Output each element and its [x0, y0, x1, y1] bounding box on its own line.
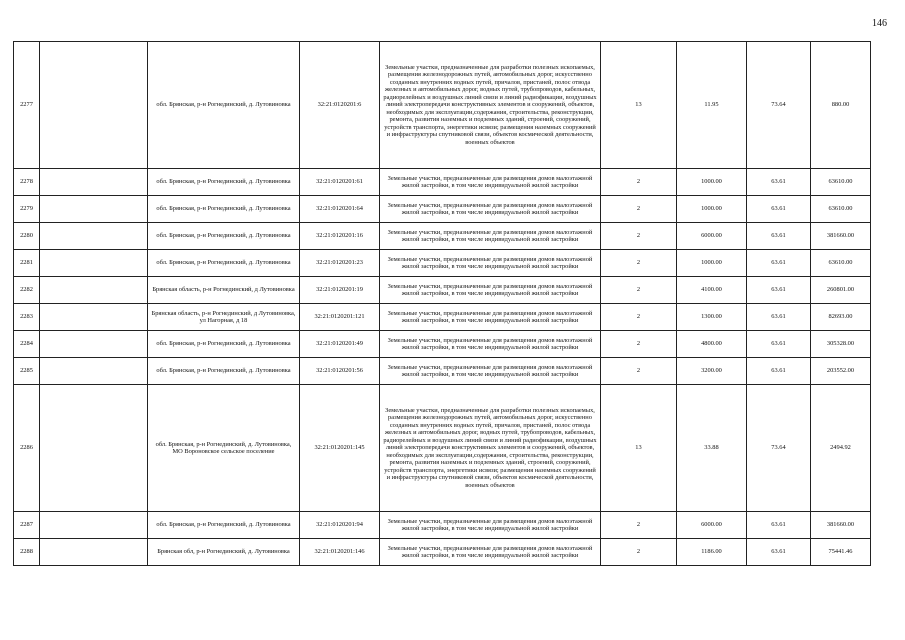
- empty-cell: [40, 331, 148, 358]
- area-cell: 33.88: [677, 385, 747, 512]
- group-cell: 2: [601, 539, 677, 566]
- empty-cell: [40, 385, 148, 512]
- purpose-cell: Земельные участки, предназначенные для размещения домов малоэтажной жилой застройки, в том числе индивидуальной жилой застройки: [380, 331, 601, 358]
- value-cell: 63610.00: [811, 169, 871, 196]
- rate-cell: 73.64: [747, 385, 811, 512]
- value-cell: 63610.00: [811, 196, 871, 223]
- address-cell: обл. Брянская, р-н Рогнединский, д. Лутовиновка: [148, 331, 300, 358]
- area-cell: 1000.00: [677, 169, 747, 196]
- row-number: 2288: [14, 539, 40, 566]
- group-cell: 2: [601, 304, 677, 331]
- rate-cell: 63.61: [747, 196, 811, 223]
- table-row: [14, 196, 871, 223]
- purpose-cell: Земельные участки, предназначенные для разработки полезных ископаемых, размещения железнодорожных путей, автомобильных дорог, искусственно созданных внутренних водных путей, причалов, пристаней, полос отвода железных и автомобильных дорог, водных путей, трубопроводов, кабельных, радиорелейных и воздушных линий связи и линий радиофикации, воздушных линий электропередачи конструктивных элементов и сооружений, объектов, необходимых для эксплуатации,содержания, строительства, реконструкции, ремонта, развития наземных и подземных зданий, строений, сооружений, устройств транспорта, энергетики исвязи; размещения наземных сооружений и инфраструктуры спутниковой связи, объектов космической деятельности, военных объектов: [380, 385, 601, 512]
- address-cell: обл. Брянская, р-н Рогнединский, д. Лутовиновка, МО Вороновское сельское поселение: [148, 385, 300, 512]
- empty-cell: [40, 277, 148, 304]
- group-cell: 2: [601, 331, 677, 358]
- rate-cell: 63.61: [747, 304, 811, 331]
- purpose-cell: Земельные участки, предназначенные для размещения домов малоэтажной жилой застройки, в том числе индивидуальной жилой застройки: [380, 169, 601, 196]
- address-cell: обл. Брянская, р-н Рогнединский, д. Лутовиновка: [148, 169, 300, 196]
- table-row: [14, 223, 871, 250]
- address-cell: Брянская область, р-н Рогнединский, д Лутовиновка: [148, 277, 300, 304]
- empty-cell: [40, 250, 148, 277]
- address-cell: обл. Брянская, р-н Рогнединский, д. Лутовиновка: [148, 42, 300, 169]
- purpose-cell: Земельные участки, предназначенные для размещения домов малоэтажной жилой застройки, в том числе индивидуальной жилой застройки: [380, 223, 601, 250]
- cadastral-number-cell: 32:21:0120201:49: [300, 331, 380, 358]
- address-cell: обл. Брянская, р-н Рогнединский, д. Лутовиновка: [148, 250, 300, 277]
- row-number: 2281: [14, 250, 40, 277]
- area-cell: 1000.00: [677, 196, 747, 223]
- row-number: 2279: [14, 196, 40, 223]
- value-cell: 82693.00: [811, 304, 871, 331]
- area-cell: 11.95: [677, 42, 747, 169]
- empty-cell: [40, 169, 148, 196]
- area-cell: 6000.00: [677, 223, 747, 250]
- value-cell: 260801.00: [811, 277, 871, 304]
- value-cell: 2494.92: [811, 385, 871, 512]
- value-cell: 75441.46: [811, 539, 871, 566]
- purpose-cell: Земельные участки, предназначенные для размещения домов малоэтажной жилой застройки, в том числе индивидуальной жилой застройки: [380, 250, 601, 277]
- cadastral-number-cell: 32:21:0120201:121: [300, 304, 380, 331]
- rate-cell: 63.61: [747, 277, 811, 304]
- rate-cell: 63.61: [747, 169, 811, 196]
- rate-cell: 63.61: [747, 331, 811, 358]
- address-cell: обл. Брянская, р-н Рогнединский, д. Лутовиновка: [148, 196, 300, 223]
- empty-cell: [40, 512, 148, 539]
- value-cell: 63610.00: [811, 250, 871, 277]
- value-cell: 381660.00: [811, 223, 871, 250]
- address-cell: Брянская область, р-н Рогнединский, д Лутовиновка, ул Нагорная, д 18: [148, 304, 300, 331]
- rate-cell: 63.61: [747, 512, 811, 539]
- cadastral-number-cell: 32:21:0120201:146: [300, 539, 380, 566]
- group-cell: 13: [601, 42, 677, 169]
- page-number: 146: [872, 18, 887, 29]
- cadastral-number-cell: 32:21:0120201:23: [300, 250, 380, 277]
- row-number: 2284: [14, 331, 40, 358]
- purpose-cell: Земельные участки, предназначенные для размещения домов малоэтажной жилой застройки, в том числе индивидуальной жилой застройки: [380, 277, 601, 304]
- purpose-cell: Земельные участки, предназначенные для размещения домов малоэтажной жилой застройки, в том числе индивидуальной жилой застройки: [380, 512, 601, 539]
- group-cell: 2: [601, 277, 677, 304]
- purpose-cell: Земельные участки, предназначенные для размещения домов малоэтажной жилой застройки, в том числе индивидуальной жилой застройки: [380, 539, 601, 566]
- purpose-cell: Земельные участки, предназначенные для размещения домов малоэтажной жилой застройки, в том числе индивидуальной жилой застройки: [380, 304, 601, 331]
- area-cell: 1300.00: [677, 304, 747, 331]
- land-registry-table: [13, 41, 871, 566]
- address-cell: обл. Брянская, р-н Рогнединский, д. Лутовиновка: [148, 512, 300, 539]
- group-cell: 2: [601, 169, 677, 196]
- group-cell: 2: [601, 196, 677, 223]
- table-row: [14, 250, 871, 277]
- table-row: [14, 169, 871, 196]
- rate-cell: 63.61: [747, 223, 811, 250]
- area-cell: 1186.00: [677, 539, 747, 566]
- group-cell: 2: [601, 250, 677, 277]
- cadastral-number-cell: 32:21:0120201:6: [300, 42, 380, 169]
- empty-cell: [40, 42, 148, 169]
- value-cell: 305328.00: [811, 331, 871, 358]
- row-number: 2285: [14, 358, 40, 385]
- table-row: [14, 539, 871, 566]
- row-number: 2286: [14, 385, 40, 512]
- area-cell: 1000.00: [677, 250, 747, 277]
- group-cell: 2: [601, 512, 677, 539]
- area-cell: 4800.00: [677, 331, 747, 358]
- cadastral-number-cell: 32:21:0120201:56: [300, 358, 380, 385]
- group-cell: 2: [601, 358, 677, 385]
- row-number: 2277: [14, 42, 40, 169]
- table-row: [14, 277, 871, 304]
- table-row: [14, 512, 871, 539]
- row-number: 2283: [14, 304, 40, 331]
- row-number: 2282: [14, 277, 40, 304]
- value-cell: 880.00: [811, 42, 871, 169]
- empty-cell: [40, 223, 148, 250]
- rate-cell: 63.61: [747, 358, 811, 385]
- area-cell: 6000.00: [677, 512, 747, 539]
- row-number: 2287: [14, 512, 40, 539]
- value-cell: 203552.00: [811, 358, 871, 385]
- row-number: 2278: [14, 169, 40, 196]
- empty-cell: [40, 196, 148, 223]
- value-cell: 381660.00: [811, 512, 871, 539]
- purpose-cell: Земельные участки, предназначенные для размещения домов малоэтажной жилой застройки, в том числе индивидуальной жилой застройки: [380, 196, 601, 223]
- rate-cell: 73.64: [747, 42, 811, 169]
- empty-cell: [40, 539, 148, 566]
- cadastral-number-cell: 32:21:0120201:19: [300, 277, 380, 304]
- empty-cell: [40, 358, 148, 385]
- group-cell: 13: [601, 385, 677, 512]
- address-cell: обл. Брянская, р-н Рогнединский, д. Лутовиновка: [148, 358, 300, 385]
- group-cell: 2: [601, 223, 677, 250]
- rate-cell: 63.61: [747, 539, 811, 566]
- purpose-cell: Земельные участки, предназначенные для размещения домов малоэтажной жилой застройки, в том числе индивидуальной жилой застройки: [380, 358, 601, 385]
- cadastral-number-cell: 32:21:0120201:61: [300, 169, 380, 196]
- cadastral-number-cell: 32:21:0120201:64: [300, 196, 380, 223]
- row-number: 2280: [14, 223, 40, 250]
- cadastral-number-cell: 32:21:0120201:16: [300, 223, 380, 250]
- table-row: [14, 385, 871, 512]
- empty-cell: [40, 304, 148, 331]
- purpose-cell: Земельные участки, предназначенные для разработки полезных ископаемых, размещения железнодорожных путей, автомобильных дорог, искусственно созданных внутренних водных путей, причалов, пристаней, полос отвода железных и автомобильных дорог, водных путей, трубопроводов, кабельных, радиорелейных и воздушных линий связи и линий радиофикации, воздушных линий электропередачи конструктивных элементов и сооружений, объектов, необходимых для эксплуатации,содержания, строительства, реконструкции, ремонта, развития наземных и подземных зданий, строений, сооружений, устройств транспорта, энергетики исвязи; размещения наземных сооружений и инфраструктуры спутниковой связи, объектов космической деятельности, военных объектов: [380, 42, 601, 169]
- area-cell: 3200.00: [677, 358, 747, 385]
- table-row: [14, 304, 871, 331]
- address-cell: обл. Брянская, р-н Рогнединский, д. Лутовиновка: [148, 223, 300, 250]
- address-cell: Брянская обл, р-н Рогнединский, д. Лутовиновка: [148, 539, 300, 566]
- rate-cell: 63.61: [747, 250, 811, 277]
- area-cell: 4100.00: [677, 277, 747, 304]
- cadastral-number-cell: 32:21:0120201:94: [300, 512, 380, 539]
- table-row: [14, 331, 871, 358]
- table-row: [14, 358, 871, 385]
- table-row: [14, 42, 871, 169]
- cadastral-number-cell: 32:21:0120201:145: [300, 385, 380, 512]
